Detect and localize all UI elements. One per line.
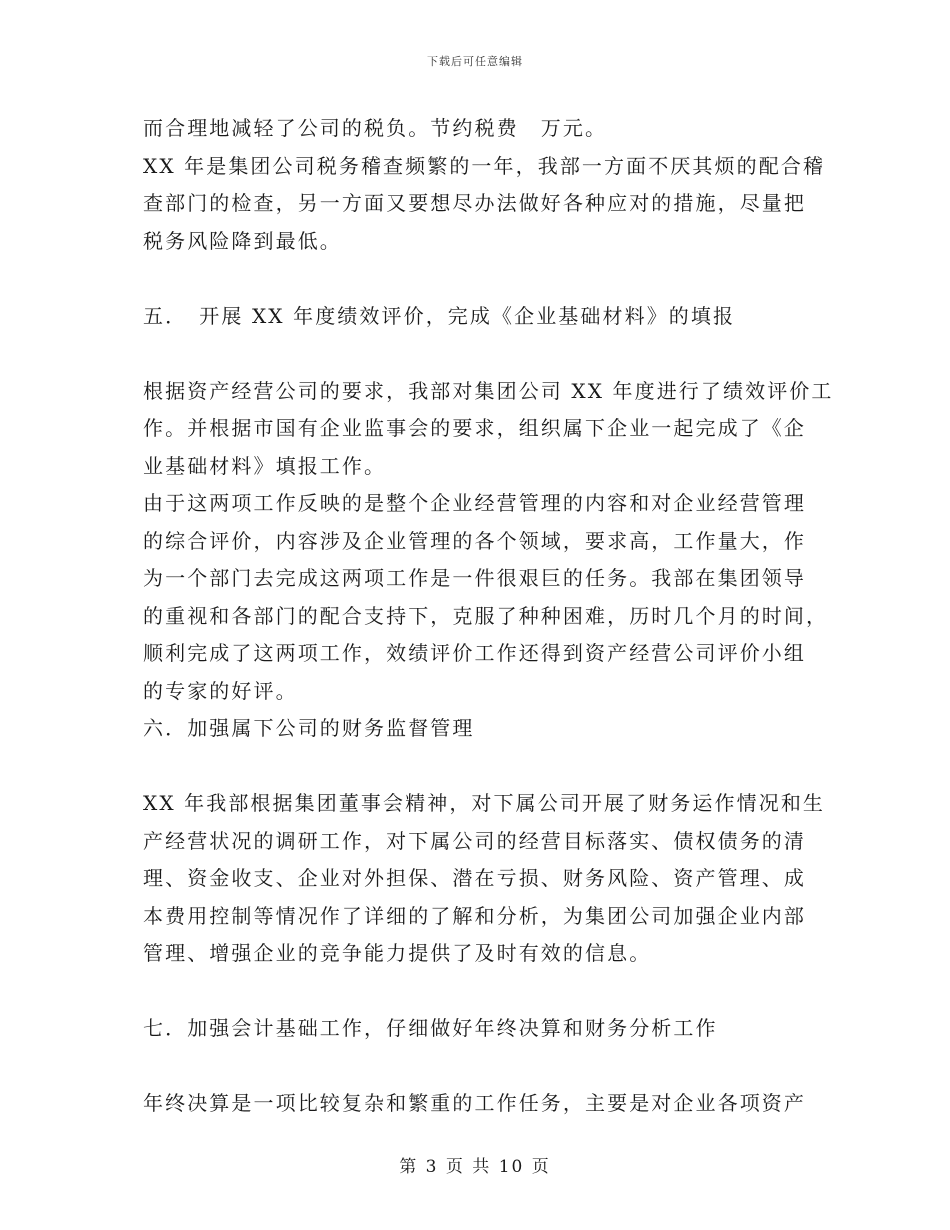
text-line: 为一个部门去完成这两项工作是一件很艰巨的任务。我部在集团领导 — [143, 566, 806, 590]
paragraph-gap — [143, 260, 811, 298]
text-line: 查部门的检查，另一方面又要想尽办法做好各种应对的措施，尽量把 — [143, 191, 806, 215]
text-line: 本费用控制等情况作了详细的了解和分析，为集团公司加强企业内部 — [143, 903, 806, 928]
text-line: 年终决算是一项比较复杂和繁重的工作任务，主要是对企业各项资产 — [143, 1091, 806, 1115]
paragraph-gap — [143, 1048, 811, 1086]
document-body — [143, 110, 834, 1123]
text-line: 产经营状况的调研工作，对下属公司的经营目标落实、债权债务的清 — [143, 828, 806, 853]
page-number-footer: 第 3 页 共 10 页 — [399, 1157, 551, 1177]
text-line: 管理、增强企业的竞争能力提供了及时有效的信息。 — [143, 941, 652, 965]
section-heading: 七．加强会计基础工作，仔细做好年终决算和财务分析工作 — [143, 1016, 718, 1040]
paragraph-gap — [143, 748, 811, 786]
text-line: 顺利完成了这两项工作，效绩评价工作还得到资产经营公司评价小组 — [143, 641, 806, 665]
page-header: 下载后可任意编辑 — [427, 55, 523, 68]
section-heading: 五． 开展 XX 年度绩效评价，完成《企业基础材料》的填报 — [143, 303, 736, 328]
text-line: XX 年是集团公司税务稽查频繁的一年，我部一方面不厌其烦的配合稽 — [143, 153, 826, 178]
text-line: 税务风险降到最低。 — [143, 228, 342, 253]
text-line: 而合理地减轻了公司的税负。节约税费 万元。 — [143, 116, 608, 140]
text-line: 作。并根据市国有企业监事会的要求，组织属下企业一起完成了《企 — [143, 416, 806, 440]
text-line: 业基础材料》填报工作。 — [143, 453, 387, 478]
paragraph-gap — [143, 973, 811, 1011]
text-line: 的综合评价，内容涉及企业管理的各个领域，要求高，工作量大，作 — [143, 528, 806, 553]
text-line: XX 年我部根据集团董事会精神，对下属公司开展了财务运作情况和生 — [143, 791, 826, 815]
section-heading: 六．加强属下公司的财务监督管理 — [143, 716, 475, 740]
text-line: 理、资金收支、企业对外担保、潜在亏损、财务风险、资产管理、成 — [143, 866, 806, 890]
text-line: 的专家的好评。 — [143, 678, 298, 703]
paragraph-gap — [143, 335, 811, 373]
text-line: 由于这两项工作反映的是整个企业经营管理的内容和对企业经营管理 — [143, 491, 806, 515]
text-line: 的重视和各部门的配合支持下，克服了种种困难，历时几个月的时间， — [143, 603, 829, 628]
text-line: 根据资产经营公司的要求，我部对集团公司 XX 年度进行了绩效评价工 — [143, 378, 834, 403]
